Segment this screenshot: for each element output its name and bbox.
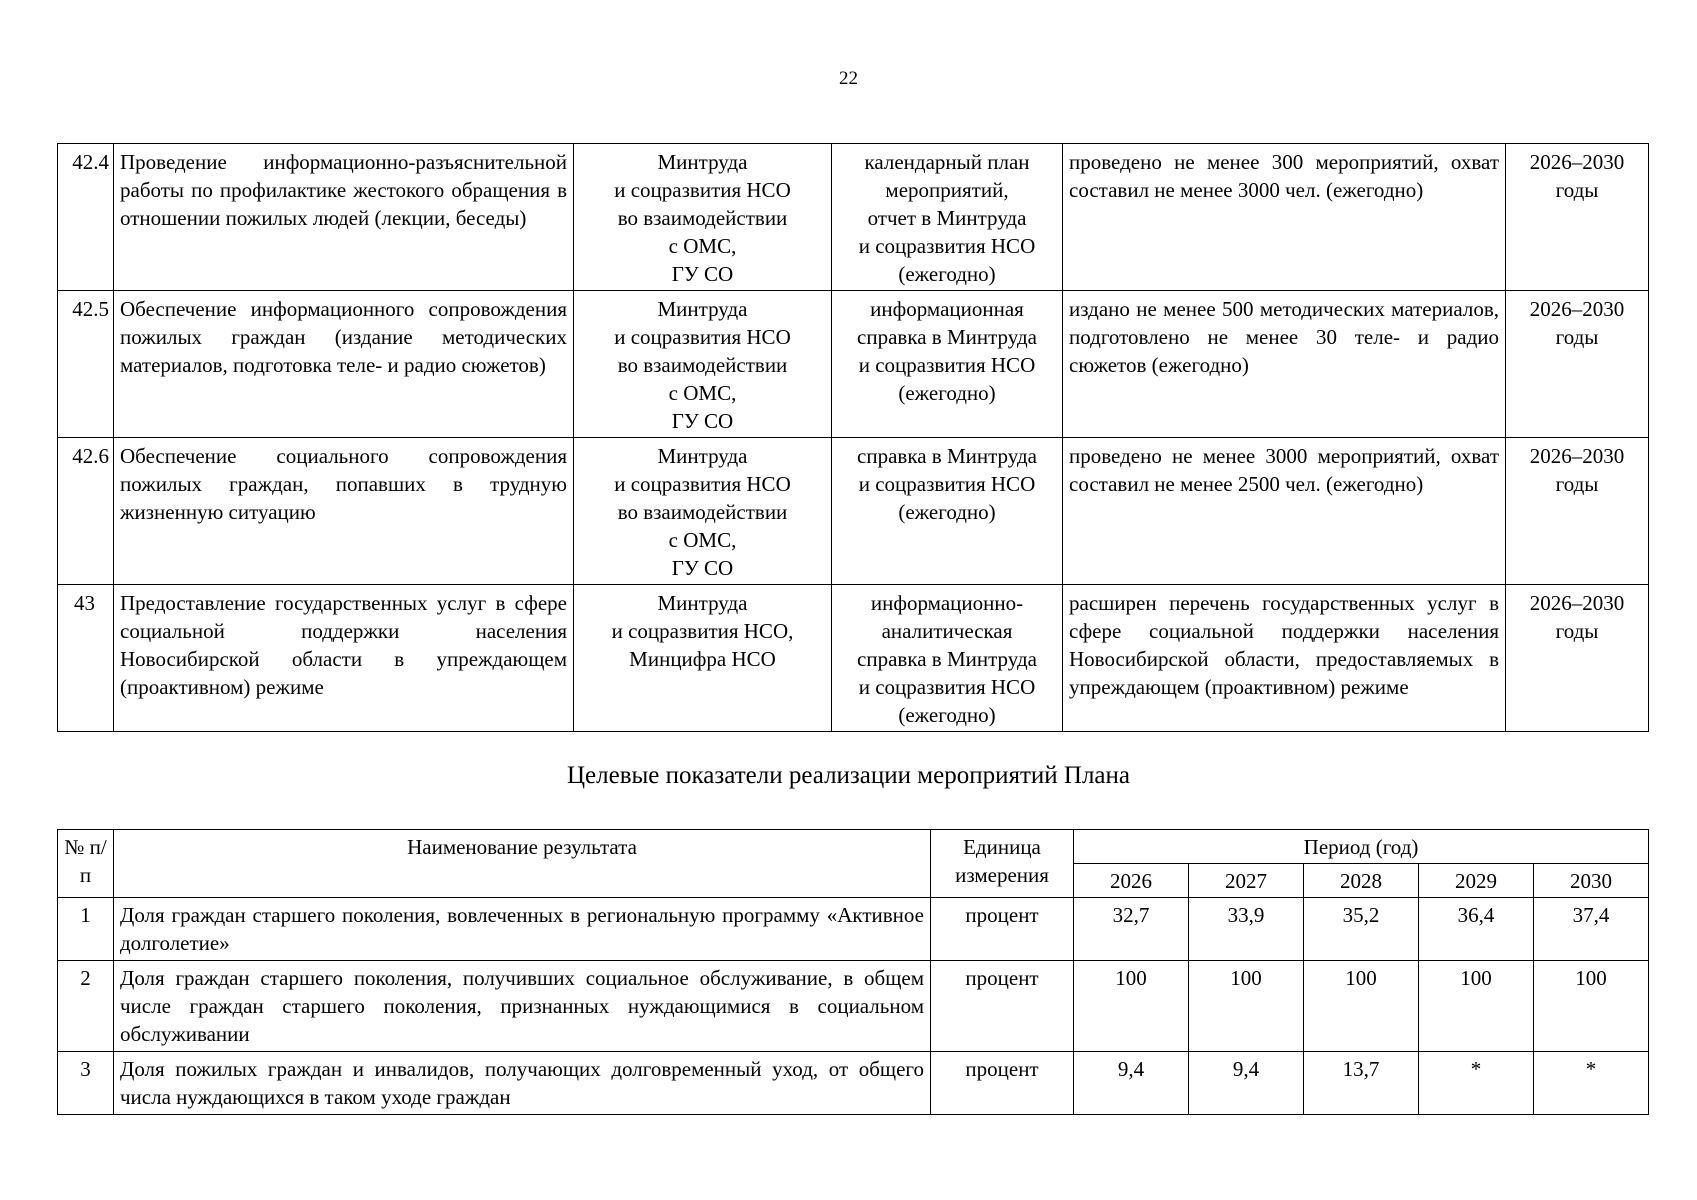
activity-result: проведено не менее 3000 мероприятий, охват составил не менее 2500 чел. (ежегодно) xyxy=(1063,438,1506,585)
indicator-value: 37,4 xyxy=(1534,898,1649,961)
indicator-unit: процент xyxy=(931,898,1074,961)
indicator-name: Доля граждан старшего поколения, получивших социальное обслуживание, в общем числе граждан старшего поколения, признанных нуждающимися в социальном обслуживании xyxy=(114,961,931,1052)
header-year: 2027 xyxy=(1189,864,1304,898)
indicator-value: 9,4 xyxy=(1189,1052,1304,1115)
activity-executor: Минтруда и соцразвития НСО, Минцифра НСО xyxy=(574,585,832,732)
indicator-value: 35,2 xyxy=(1304,898,1419,961)
indicators-table xyxy=(57,829,1649,1115)
header-year: 2026 xyxy=(1074,864,1189,898)
indicator-value: 100 xyxy=(1534,961,1649,1052)
activity-number: 42.5 xyxy=(58,291,114,438)
header-year: 2028 xyxy=(1304,864,1419,898)
indicator-unit: процент xyxy=(931,1052,1074,1115)
header-period: Период (год) xyxy=(1074,830,1649,864)
indicator-name: Доля граждан старшего поколения, вовлеченных в региональную программу «Активное долголетие» xyxy=(114,898,931,961)
activity-name: Обеспечение социального сопровождения пожилых граждан, попавших в трудную жизненную ситуацию xyxy=(114,438,574,585)
indicator-number: 1 xyxy=(58,898,114,961)
indicator-value: * xyxy=(1419,1052,1534,1115)
activity-number: 42.6 xyxy=(58,438,114,585)
activity-period: 2026–2030 годы xyxy=(1506,438,1649,585)
indicator-value: 13,7 xyxy=(1304,1052,1419,1115)
activity-row xyxy=(58,291,1649,438)
activity-result: расширен перечень государственных услуг в сфере социальной поддержки населения Новосибирской области, предоставляемых в упреждающем (проактивном) режиме xyxy=(1063,585,1506,732)
activity-document: справка в Минтруда и соцразвития НСО (ежегодно) xyxy=(832,438,1063,585)
activity-row xyxy=(58,585,1649,732)
header-year: 2030 xyxy=(1534,864,1649,898)
activity-executor: Минтруда и соцразвития НСО во взаимодействии с ОМС, ГУ СО xyxy=(574,144,832,291)
indicator-row xyxy=(58,1052,1649,1115)
indicators-header-row xyxy=(58,830,1649,864)
activity-result: проведено не менее 300 мероприятий, охват составил не менее 3000 чел. (ежегодно) xyxy=(1063,144,1506,291)
indicator-value: 36,4 xyxy=(1419,898,1534,961)
activity-document: информационно- аналитическая справка в Минтруда и соцразвития НСО (ежегодно) xyxy=(832,585,1063,732)
indicator-value: 100 xyxy=(1074,961,1189,1052)
activity-row xyxy=(58,144,1649,291)
activity-document: информационная справка в Минтруда и соцразвития НСО (ежегодно) xyxy=(832,291,1063,438)
activity-name: Проведение информационно-разъяснительной работы по профилактике жестокого обращения в отношении пожилых людей (лекции, беседы) xyxy=(114,144,574,291)
indicator-value: 100 xyxy=(1304,961,1419,1052)
activity-row xyxy=(58,438,1649,585)
page-number: 22 xyxy=(839,68,858,89)
activity-period: 2026–2030 годы xyxy=(1506,291,1649,438)
indicator-row xyxy=(58,898,1649,961)
header-name: Наименование результата xyxy=(114,830,931,898)
indicators-title: Целевые показатели реализации мероприятий Плана xyxy=(566,762,1130,789)
indicator-unit: процент xyxy=(931,961,1074,1052)
activity-number: 42.4 xyxy=(58,144,114,291)
activity-result: издано не менее 500 методических материалов, подготовлено не менее 30 теле- и радио сюжетов (ежегодно) xyxy=(1063,291,1506,438)
header-number: № п/п xyxy=(58,830,114,898)
header-unit: Единица измерения xyxy=(931,830,1074,898)
activities-table xyxy=(57,143,1649,732)
indicator-row xyxy=(58,961,1649,1052)
indicator-name: Доля пожилых граждан и инвалидов, получающих долговременный уход, от общего числа нуждающихся в таком уходе граждан xyxy=(114,1052,931,1115)
indicator-number: 2 xyxy=(58,961,114,1052)
activity-number: 43 xyxy=(58,585,114,732)
activity-name: Предоставление государственных услуг в сфере социальной поддержки населения Новосибирской области в упреждающем (проактивном) режиме xyxy=(114,585,574,732)
indicator-value: 33,9 xyxy=(1189,898,1304,961)
activity-document: календарный план мероприятий, отчет в Минтруда и соцразвития НСО (ежегодно) xyxy=(832,144,1063,291)
activity-executor: Минтруда и соцразвития НСО во взаимодействии с ОМС, ГУ СО xyxy=(574,438,832,585)
indicator-value: 9,4 xyxy=(1074,1052,1189,1115)
indicator-value: 100 xyxy=(1419,961,1534,1052)
indicator-number: 3 xyxy=(58,1052,114,1115)
indicator-value: 32,7 xyxy=(1074,898,1189,961)
activity-period: 2026–2030 годы xyxy=(1506,585,1649,732)
activity-name: Обеспечение информационного сопровождения пожилых граждан (издание методических материалов, подготовка теле- и радио сюжетов) xyxy=(114,291,574,438)
activity-executor: Минтруда и соцразвития НСО во взаимодействии с ОМС, ГУ СО xyxy=(574,291,832,438)
indicator-value: 100 xyxy=(1189,961,1304,1052)
header-year: 2029 xyxy=(1419,864,1534,898)
activity-period: 2026–2030 годы xyxy=(1506,144,1649,291)
indicator-value: * xyxy=(1534,1052,1649,1115)
